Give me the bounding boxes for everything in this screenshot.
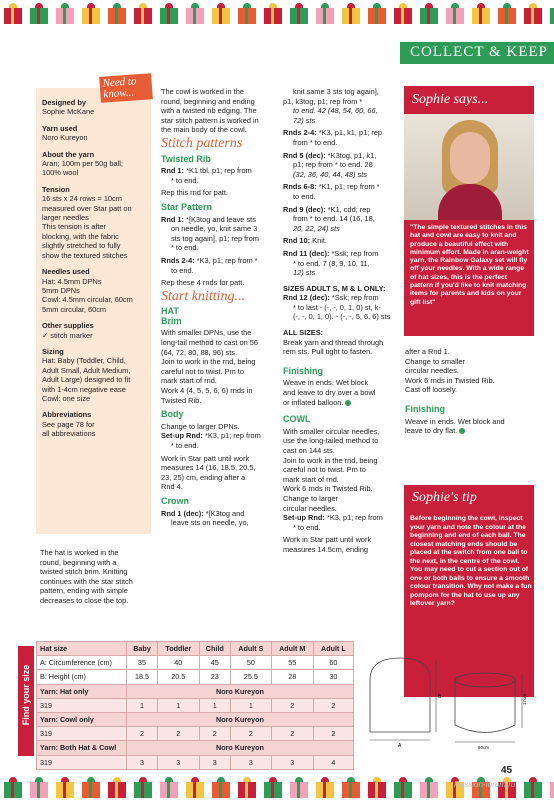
tension-line: blocking, with the fabric [42, 231, 119, 241]
table-header-cell: Adult M [271, 642, 313, 656]
table-header-cell: Child [199, 642, 231, 656]
text-line: Twisted Rib. [161, 395, 202, 405]
text-line: and leave to dry over a bowl [283, 388, 376, 398]
collect-keep-banner: COLLECT & KEEP [400, 42, 554, 64]
gift-icon [238, 8, 256, 24]
text-line: or inflated balloon. [283, 398, 399, 408]
table-cell: 50 [231, 656, 272, 670]
table-cell: 2 [271, 698, 313, 712]
table-cell: 28 [271, 670, 313, 684]
text-line: circular needles. [405, 366, 459, 376]
text-line: Break yarn and thread through [283, 337, 384, 347]
table-cell: 20.5 [158, 670, 199, 684]
yarn-name-cell: Noro Kureyon [127, 741, 354, 755]
tension-line: 16 sts x 24 rows = 10cm [42, 194, 122, 204]
text-line: round, beginning with a [40, 557, 117, 567]
table-cell: 35 [127, 656, 158, 670]
gift-icon [212, 8, 230, 24]
needles-line: 5mm DPNs [42, 285, 80, 295]
needles-line: Cowl: 4.5mm circular, 60cm [42, 295, 133, 305]
tension-line: larger needles [42, 213, 89, 223]
table-cell: 3 [199, 755, 231, 769]
designed-by-label: Designed by [42, 98, 86, 107]
text-line: decreases to close the top. [40, 595, 129, 605]
text-line: Change to larger DPNs. [161, 421, 240, 431]
gift-icon [524, 782, 542, 798]
sophies-tip-text: Before beginning the cowl, inspect your yarn and note the colour at the beginning and end of each ball. The closest matching ends should be placed at the switch from one ball to the next, in the centre of the cowl. You may need to cut a section out of one or both balls to ensure a smooth colour transition. Why not make a fun pompom for the hat to use up any leftover yarn? [410, 515, 532, 607]
table-cell: B: Height (cm) [37, 670, 127, 684]
brim-heading: Brim [161, 315, 182, 326]
table-header-cell: Adult S [231, 642, 272, 656]
table-cell: 2 [313, 698, 353, 712]
gift-icon [238, 782, 256, 798]
text-line: The cowl is worked in the [161, 87, 244, 96]
yarn-label-cell: Yarn: Hat only [37, 684, 127, 698]
hat-cowl-diagram [360, 650, 530, 750]
table-cell: 2 [199, 727, 231, 741]
table-cell: 2 [127, 727, 158, 741]
text-line: With smaller DPNs, use the [161, 328, 252, 338]
table-cell: 319 [37, 727, 127, 741]
gift-icon [420, 8, 438, 24]
gift-icon [134, 8, 152, 24]
text-line: Work 4 (4, 5, 5, 6, 6) rnds in [161, 386, 253, 396]
gift-icon [186, 782, 204, 798]
watermark: Rassion-forum.ru [454, 780, 516, 789]
table-cell: 45 [199, 656, 231, 670]
table-cell: 3 [158, 755, 199, 769]
yarn-used-label: Yarn used [42, 123, 78, 133]
gift-icon [186, 8, 204, 24]
table-cell: 319 [37, 698, 127, 712]
gift-icon [134, 782, 152, 798]
sizing-line: Cowl: one size [42, 393, 91, 403]
text-line: Rnd 4. [161, 482, 183, 492]
find-your-size-label: Find your size [21, 664, 31, 726]
text-line: cast on 144 sts. [283, 446, 335, 455]
start-knitting-heading: Start knitting... [161, 288, 245, 304]
need-to-know-content [42, 98, 150, 439]
needles-label: Needles used [42, 267, 90, 277]
text-line: Change to smaller [405, 356, 465, 366]
body-heading: Body [161, 409, 184, 420]
cowl-height-label: 17cm [522, 693, 527, 705]
gift-icon [108, 8, 126, 24]
table-row [37, 698, 354, 712]
gift-icon [446, 8, 464, 24]
tension-label: Tension [42, 184, 70, 194]
table-row [37, 741, 354, 755]
crown-rnd11: Rnd 11 (dec): *Ssk; rep from * to end. 7 (8, 9, 10, 11, 12) sts [283, 248, 379, 278]
end-dot-icon [459, 428, 465, 434]
table-cell: 60 [313, 656, 353, 670]
table-cell: 1 [158, 698, 199, 712]
text-line: Work in Star patt until work [283, 535, 372, 545]
gift-icon [394, 782, 412, 798]
gift-icon [368, 8, 386, 24]
text-line: use the long-tailed method to [283, 436, 379, 446]
text-line: rem sts. Pull tight to fasten. [283, 347, 373, 357]
about-yarn-line: 100% wool [42, 168, 79, 178]
all-sizes-heading: ALL SIZES: [283, 328, 324, 338]
sizing-line: Hat: Baby (Toddler, Child, [42, 356, 126, 366]
gift-icon [368, 782, 386, 798]
hat-finishing-heading: Finishing [283, 365, 323, 376]
sizing-label: Sizing [42, 346, 64, 356]
gift-icon [264, 782, 282, 798]
text-line: Cast off loosely. [405, 385, 457, 395]
needles-line: Hat: 4.5mm DPNs [42, 276, 102, 286]
text-line: 23, 25) cm, ending after a [161, 472, 246, 482]
crown-rnd5: Rnd 5 (dec): *K3tog, p1, k1, p1; rep from * to end. 28 (32, 36, 40, 44, 48) sts [283, 150, 377, 179]
table-cell: 18.5 [127, 670, 158, 684]
gift-icon [56, 782, 74, 798]
gift-icon [212, 782, 230, 798]
end-dot-icon [345, 400, 351, 406]
gift-icon [550, 782, 554, 798]
gift-icon [394, 8, 412, 24]
crown-rnds6-8: Rnds 6-8: *K1, p1; rep from * to end. [283, 182, 380, 201]
sophie-says-title: Sophie says... [412, 92, 489, 107]
gift-icon [108, 782, 126, 798]
text-line: round, beginning and ending [161, 96, 255, 106]
table-row [37, 684, 354, 698]
table-row [37, 755, 354, 769]
column-four [405, 347, 535, 436]
gift-icon [316, 782, 334, 798]
text-line: Work 6 rnds in Twisted Rib. [405, 375, 495, 385]
table-cell: 30 [313, 670, 353, 684]
table-cell: 3 [271, 755, 313, 769]
table-cell: 55 [271, 656, 313, 670]
table-header-cell: Baby [127, 642, 158, 656]
yarn-name-cell: Noro Kureyon [127, 684, 354, 698]
text-line: circular needles. [283, 503, 337, 513]
gift-icon [342, 8, 360, 24]
cowl-body [455, 680, 515, 733]
text-line: continues with the star stitch [40, 576, 133, 586]
text-line: twisted stitch brim. Knitting [40, 567, 128, 577]
text-line: Rep this rnd for patt. [161, 188, 228, 198]
gift-icon [160, 782, 178, 798]
text-line: Rep these 4 rnds for patt. [161, 278, 245, 288]
twisted-rib-heading: Twisted Rib [161, 153, 211, 164]
gift-icon [4, 782, 22, 798]
gift-icon [420, 782, 438, 798]
gift-icon [4, 8, 22, 24]
gift-icon [56, 8, 74, 24]
tension-line: show the textured stitches [42, 250, 128, 260]
text-line: the main body of the cowl. [161, 125, 247, 135]
table-header-cell: Adult L [313, 642, 353, 656]
gift-icon [342, 782, 360, 798]
designer-photo [404, 114, 534, 220]
text-line: The hat is worked in the [40, 548, 119, 557]
table-row [37, 670, 354, 684]
gift-icon [82, 8, 100, 24]
table-cell: 2 [313, 727, 353, 741]
sizing-line: Adult Small, Adult Medium, [42, 365, 131, 375]
yarn-used: Noro Kureyon [42, 133, 88, 143]
text-line: Work 6 rnds in Twisted Rib. [283, 484, 373, 494]
gift-icon [498, 8, 516, 24]
gift-icon [30, 8, 48, 24]
table-cell: 25.5 [231, 670, 272, 684]
gift-icon [82, 782, 100, 798]
stitch-patterns-heading: Stitch patterns [161, 135, 243, 151]
crown-rnd1-cont: knit same 3 sts tog again], p1, k3tog, p1; rep from * to end. 42 (48, 54, 60, 66, 72) sts [283, 87, 379, 125]
diagram-label-a: A [398, 743, 402, 749]
gift-icon [524, 8, 542, 24]
need-to-know-tab: Need to know... [99, 73, 153, 103]
text-line: careful not to twist. Pm to [283, 465, 366, 475]
table-header-cell: Hat size [37, 642, 127, 656]
gift-border-top [0, 0, 554, 26]
designed-by: Sophie McKane [42, 107, 95, 117]
table-row [37, 727, 354, 741]
star-pattern-rnd1: Rnd 1: *[K3tog and leave sts on needle, yo, knit same 3 sts tog again], p1; rep from * to end. [161, 214, 259, 253]
crown-rnd12: Rnd 12 (dec): *Ssk; rep from * to last - (-, -, 0, 1, 0) st, k- (-, -, 0, 1, 0). - (-, -, 5, 6, 6) sts [283, 293, 391, 322]
gift-icon [316, 8, 334, 24]
text-line: Weave in ends. Wet block [283, 378, 369, 388]
crown-rnd10: Rnd 10: Knit. [283, 236, 327, 246]
tension-line: measured over Star patt on [42, 203, 132, 213]
hat-intro [40, 548, 152, 606]
abbreviations-label: Abbreviations [42, 410, 92, 420]
cowl-top [455, 673, 515, 687]
table-cell: 4 [313, 755, 353, 769]
sophies-tip-title: Sophie's tip [412, 490, 477, 505]
text-line: star stitch pattern is worked in [161, 115, 259, 125]
crown-rnd9: Rnd 9 (dec): *K1, cdd; rep from * to end. 14 (16, 18, 20, 22, 24) sts [283, 204, 375, 233]
table-row [37, 712, 354, 726]
diagram-label-b: B [438, 694, 442, 700]
table-cell: 2 [271, 727, 313, 741]
sophie-quote: "The simple textured stitches in this hat and cowl are easy to knit and produce a beautiful effect with minimum effort. Made in aran-weight yarn, the Rainbow Galaxy set will fly off your needles. With a wide range of hat sizes, this is the perfect pattern if you'd like to knit matching items for parents and kids on your gift list" [410, 224, 529, 306]
text-line: mark start of rnd. [283, 474, 339, 484]
text-line: Work in Star patt until work [161, 453, 250, 463]
gift-icon [472, 8, 490, 24]
other-supplies: ✓ stitch marker [42, 330, 93, 340]
tension-line: slightly stretched to fully [42, 241, 121, 251]
text-line: long-tail method to cast on 56 [161, 338, 258, 348]
text-line: Weave in ends. Wet block and [405, 416, 505, 426]
size-table [36, 641, 354, 770]
other-supplies-label: Other supplies [42, 321, 94, 331]
table-cell: 40 [158, 656, 199, 670]
body-setup-rnd: Set-up Rnd: *K3, p1; rep from * to end. [161, 431, 261, 450]
twisted-rib-rnd1: Rnd 1: *K1 tbl, p1; rep from * to end. [161, 166, 252, 185]
sizing-line: Adult Large) designed to fit [42, 375, 131, 385]
text-line: after a Rnd 1. [405, 347, 450, 356]
table-cell: 1 [127, 698, 158, 712]
text-line: with a twisted rib edging. The [161, 106, 257, 116]
table-row [37, 656, 354, 670]
table-header-cell: Toddler [158, 642, 199, 656]
text-line: measures 14.5cm, ending [283, 544, 369, 554]
text-line: Change to larger [283, 493, 339, 503]
column-three [283, 87, 399, 555]
table-cell: A: Circumference (cm) [37, 656, 127, 670]
column-two [161, 87, 275, 531]
star-pattern-rnds2-4: Rnds 2-4: *K3, p1; rep from * to end. [161, 255, 258, 275]
about-yarn-line: Aran; 100m per 50g ball; [42, 159, 123, 169]
gift-icon [550, 8, 554, 24]
text-line: measures 14 (16, 18.5, 20.5, [161, 463, 256, 473]
text-line: Join to work in the rnd, being [161, 357, 256, 367]
gift-icon [30, 782, 48, 798]
crown-rnd1: Rnd 1 (dec): *[K3tog and leave sts on needle, yo, [161, 508, 249, 528]
gift-icon [290, 8, 308, 24]
table-cell: 3 [231, 755, 272, 769]
cowl-setup-rnd: Set-up Rnd: *K3, p1; rep from * to end. [283, 513, 383, 532]
crown-rnds2-4: Rnds 2-4: *K3, p1, k1, p1; rep from * to end. [283, 128, 383, 147]
gift-icon [290, 782, 308, 798]
yarn-label-cell: Yarn: Both Hat & Cowl [37, 741, 127, 755]
text-line: careful not to twist. Pm to [161, 366, 244, 376]
star-pattern-heading: Star Pattern [161, 201, 213, 212]
yarn-label-cell: Yarn: Cowl only [37, 712, 127, 726]
text-line: With smaller circular needles, [283, 426, 380, 436]
page-number: 45 [501, 765, 513, 776]
sizing-line: with 1-4cm negative ease [42, 384, 126, 394]
table-cell: 3 [127, 755, 158, 769]
cowl-finishing-heading: Finishing [405, 403, 445, 414]
hat-outline [370, 658, 430, 732]
cowl-heading: COWL [283, 414, 311, 425]
table-cell: 23 [199, 670, 231, 684]
table-cell: 1 [231, 698, 272, 712]
table-cell: 1 [199, 698, 231, 712]
abbreviations-line: See page 78 for [42, 419, 95, 429]
tension-line: This tension is after [42, 222, 107, 232]
table-cell: 2 [158, 727, 199, 741]
gift-icon [160, 8, 178, 24]
text-line: mark start of rnd. [161, 376, 217, 386]
text-line: Join to work in the rnd, being [283, 455, 378, 465]
table-cell: 319 [37, 755, 127, 769]
text-line: pattern, ending with simple [40, 586, 128, 596]
cowl-width-label: 80cm [478, 745, 490, 750]
about-yarn-label: About the yarn [42, 149, 95, 159]
abbreviations-line: all abbreviations [42, 429, 96, 439]
adult-sizes-heading: SIZES ADULT S, M & L ONLY: [283, 283, 386, 293]
gift-icon [264, 8, 282, 24]
hat-heading: HAT [161, 306, 179, 317]
needles-line: 5mm circular, 60cm [42, 304, 107, 314]
table-cell: 2 [231, 727, 272, 741]
text-line: (64, 72, 80, 88, 96) sts. [161, 347, 238, 357]
yarn-name-cell: Noro Kureyon [127, 712, 354, 726]
text-line: leave to dry flat. [405, 426, 535, 436]
crown-heading: Crown [161, 495, 189, 506]
